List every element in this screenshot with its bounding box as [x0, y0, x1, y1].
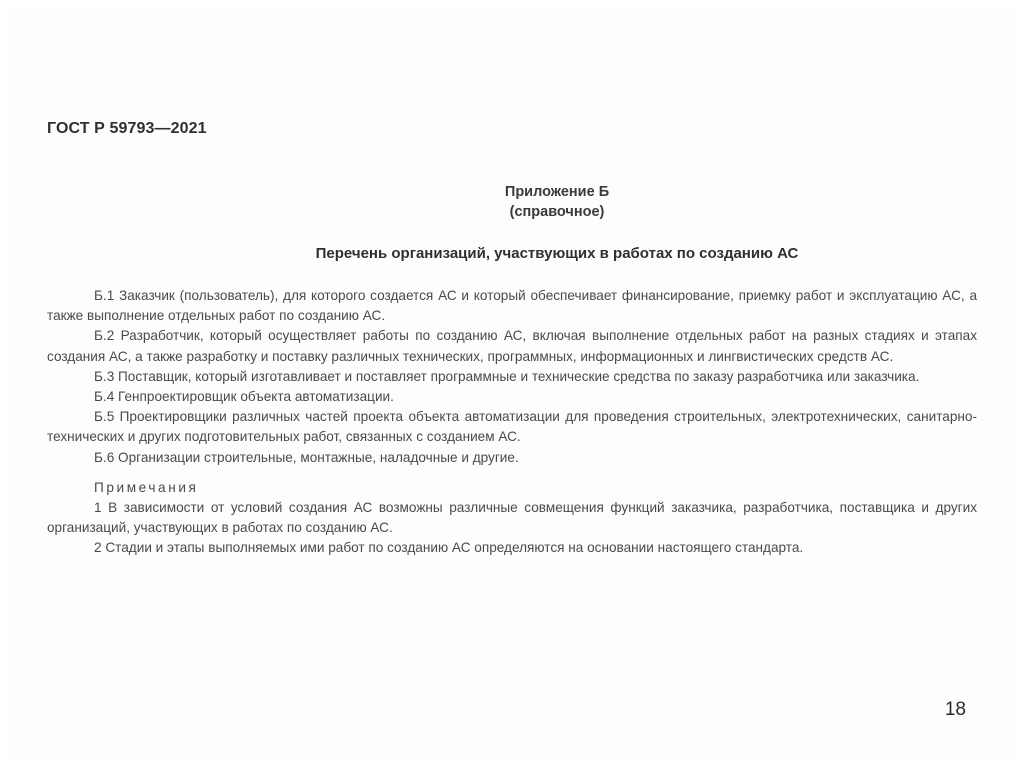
- paragraph-b5: Б.5 Проектировщики различных частей проекта объекта автоматизации для проведения строительных, электротехнических, санитарно-технических и других подготовительных работ, связанных с созданием АС.: [47, 409, 977, 445]
- appendix-title: Приложение Б: [504, 184, 610, 200]
- slide-number: 18: [944, 699, 966, 720]
- document-body: [47, 286, 977, 559]
- paragraph-b1: Б.1 Заказчик (пользователь), для которого создается АС и который обеспечивает финансирование, приемку работ и эксплуатацию АС, а также выполнение отдельных работ по созданию АС.: [47, 288, 977, 324]
- appendix-block: [47, 182, 1024, 222]
- standard-code: ГОСТ Р 59793—2021: [47, 120, 207, 137]
- paragraph-b6: Б.6 Организации строительные, монтажные, наладочные и другие.: [94, 449, 519, 465]
- note-1: 1 В зависимости от условий создания АС возможны различные совмещения функций заказчика, разработчика, поставщика и других организаций, участвующих в работах по созданию АС.: [47, 500, 977, 536]
- appendix-type: (справочное): [509, 204, 605, 220]
- document-heading: Перечень организаций, участвующих в работах по созданию АС: [315, 245, 799, 262]
- note-2: 2 Стадии и этапы выполняемых ими работ по созданию АС определяются на основании настоящего стандарта.: [94, 540, 804, 556]
- paragraph-b4: Б.4 Генпроектировщик объекта автоматизации.: [94, 389, 394, 405]
- paragraph-b2: Б.2 Разработчик, который осуществляет работы по созданию АС, включая выполнение отдельных работ на разных стадиях и этапах создания АС, а также разработку и поставку различных технических, программных, информационных и лингвистических средств АС.: [47, 328, 977, 364]
- notes-title: Примечания: [94, 479, 199, 495]
- paragraph-b3: Б.3 Поставщик, который изготавливает и поставляет программные и технические средства по заказу разработчика или заказчика.: [94, 368, 920, 384]
